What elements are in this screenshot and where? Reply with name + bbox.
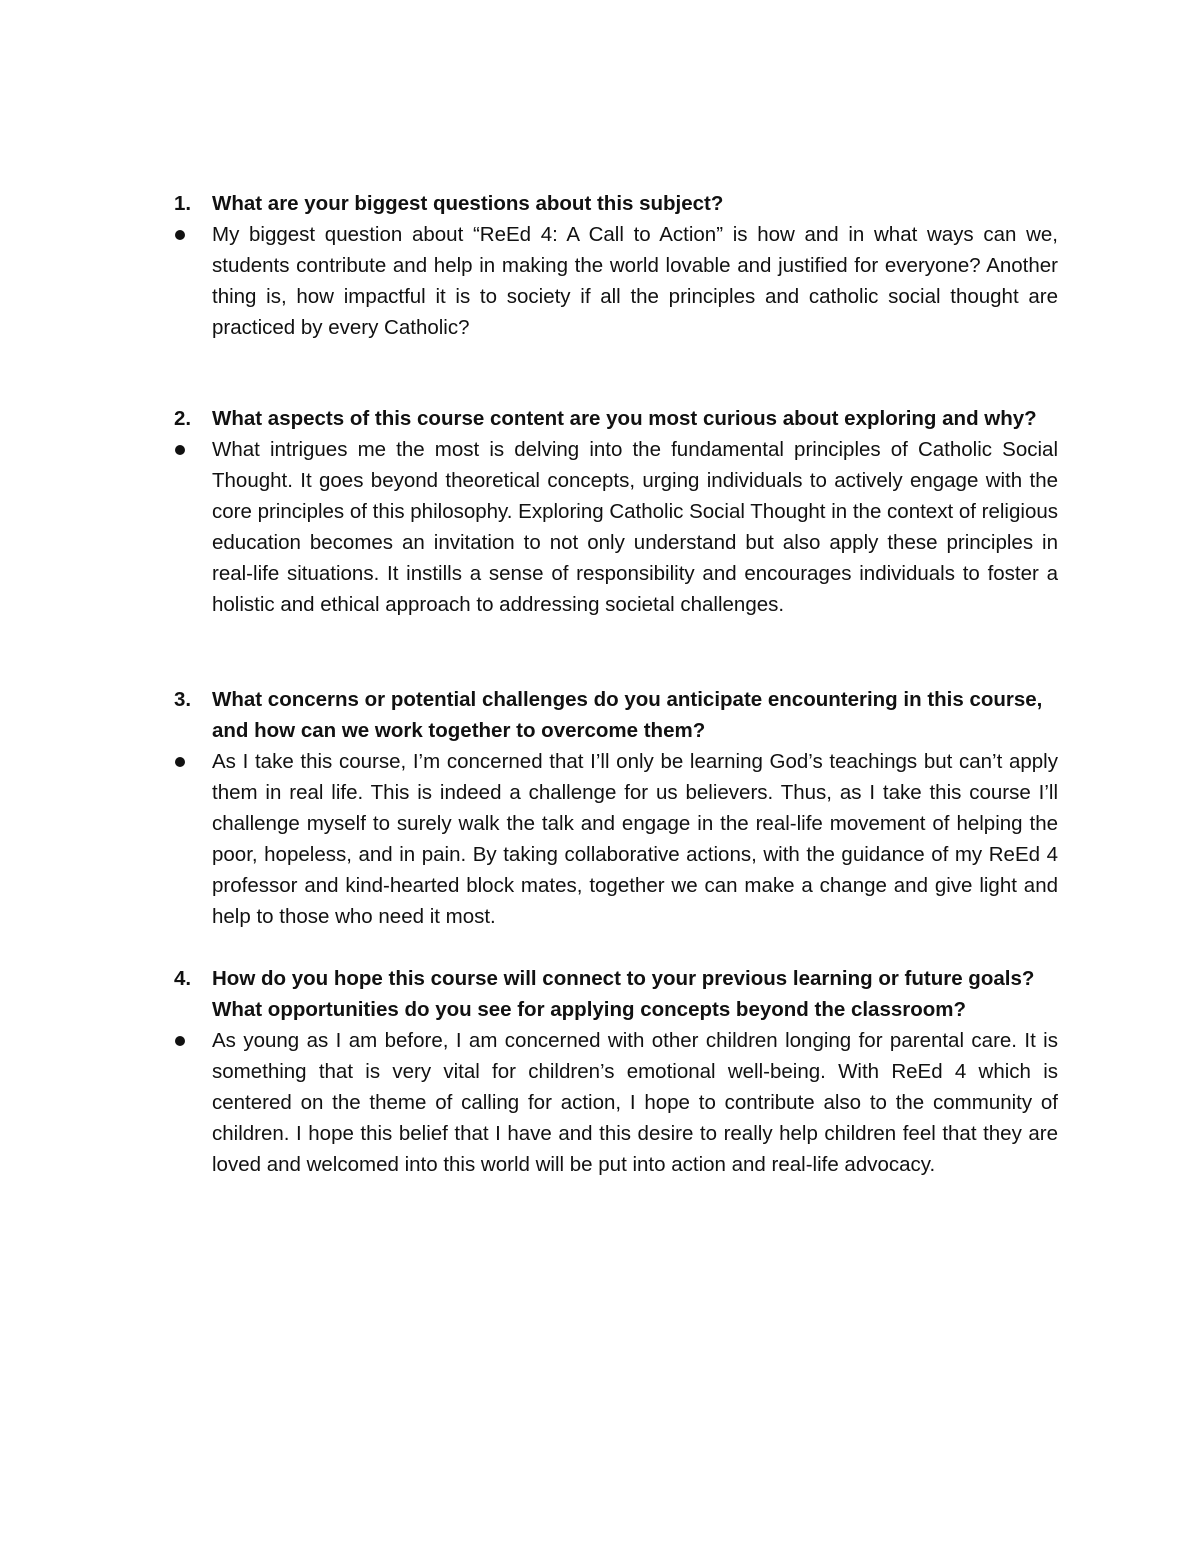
answer-item: [174, 746, 1058, 932]
question-number: 4.: [174, 967, 192, 990]
question-number: 2.: [174, 407, 192, 430]
answer-item: [174, 434, 1058, 620]
bullet-icon: [174, 219, 212, 250]
question-block-1: [174, 188, 1058, 343]
answer-text: As young as I am before, I am concerned with other children longing for parental care. It is something that is very vital for children’s emotional well-being. With ReEd 4 which is centered on the theme of calling for action, I hope to contribute also to the community of children. I hope this belief that I have and this desire to really help children feel that they are loved and welcomed into this world will be put into action and real-life advocacy.: [212, 1029, 1058, 1176]
bullet-icon: [174, 746, 212, 777]
question-heading: [174, 963, 1058, 1025]
question-text: What aspects of this course content are you most curious about exploring and why?: [212, 407, 1037, 430]
question-heading: [174, 684, 1058, 746]
question-block-2: [174, 403, 1058, 620]
question-heading: [174, 188, 1058, 219]
question-number: 1.: [174, 192, 192, 215]
bullet-icon: [174, 1025, 212, 1056]
answer-text: My biggest question about “ReEd 4: A Call to Action” is how and in what ways can we, students contribute and help in making the world lovable and justified for everyone? Another thing is, how impactful it is to society if all the principles and catholic social thought are practiced by every Catholic?: [212, 223, 1058, 339]
answer-item: [174, 1025, 1058, 1180]
question-number: 3.: [174, 688, 192, 711]
question-block-3: [174, 684, 1058, 932]
bullet-icon: [174, 434, 212, 465]
question-text: What are your biggest questions about this subject?: [212, 192, 724, 215]
question-heading: [174, 403, 1058, 434]
answer-item: [174, 219, 1058, 343]
question-block-4: [174, 963, 1058, 1180]
question-text: How do you hope this course will connect to your previous learning or future goals? What opportunities do you see for applying concepts beyond the classroom?: [212, 967, 1035, 1021]
question-text: What concerns or potential challenges do you anticipate encountering in this course, and how can we work together to overcome them?: [212, 688, 1043, 742]
answer-text: What intrigues me the most is delving into the fundamental principles of Catholic Social Thought. It goes beyond theoretical concepts, urging individuals to actively engage with the core principles of this philosophy. Exploring Catholic Social Thought in the context of religious education becomes an invitation to not only understand but also apply these principles in real-life situations. It instills a sense of responsibility and encourages individuals to foster a holistic and ethical approach to addressing societal challenges.: [212, 438, 1058, 616]
answer-text: As I take this course, I’m concerned that I’ll only be learning God’s teachings but can’t apply them in real life. This is indeed a challenge for us believers. Thus, as I take this course I’ll challenge myself to surely walk the talk and engage in the real-life movement of helping the poor, hopeless, and in pain. By taking collaborative actions, with the guidance of my ReEd 4 professor and kind-hearted block mates, together we can make a change and give light and help to those who need it most.: [212, 750, 1058, 928]
